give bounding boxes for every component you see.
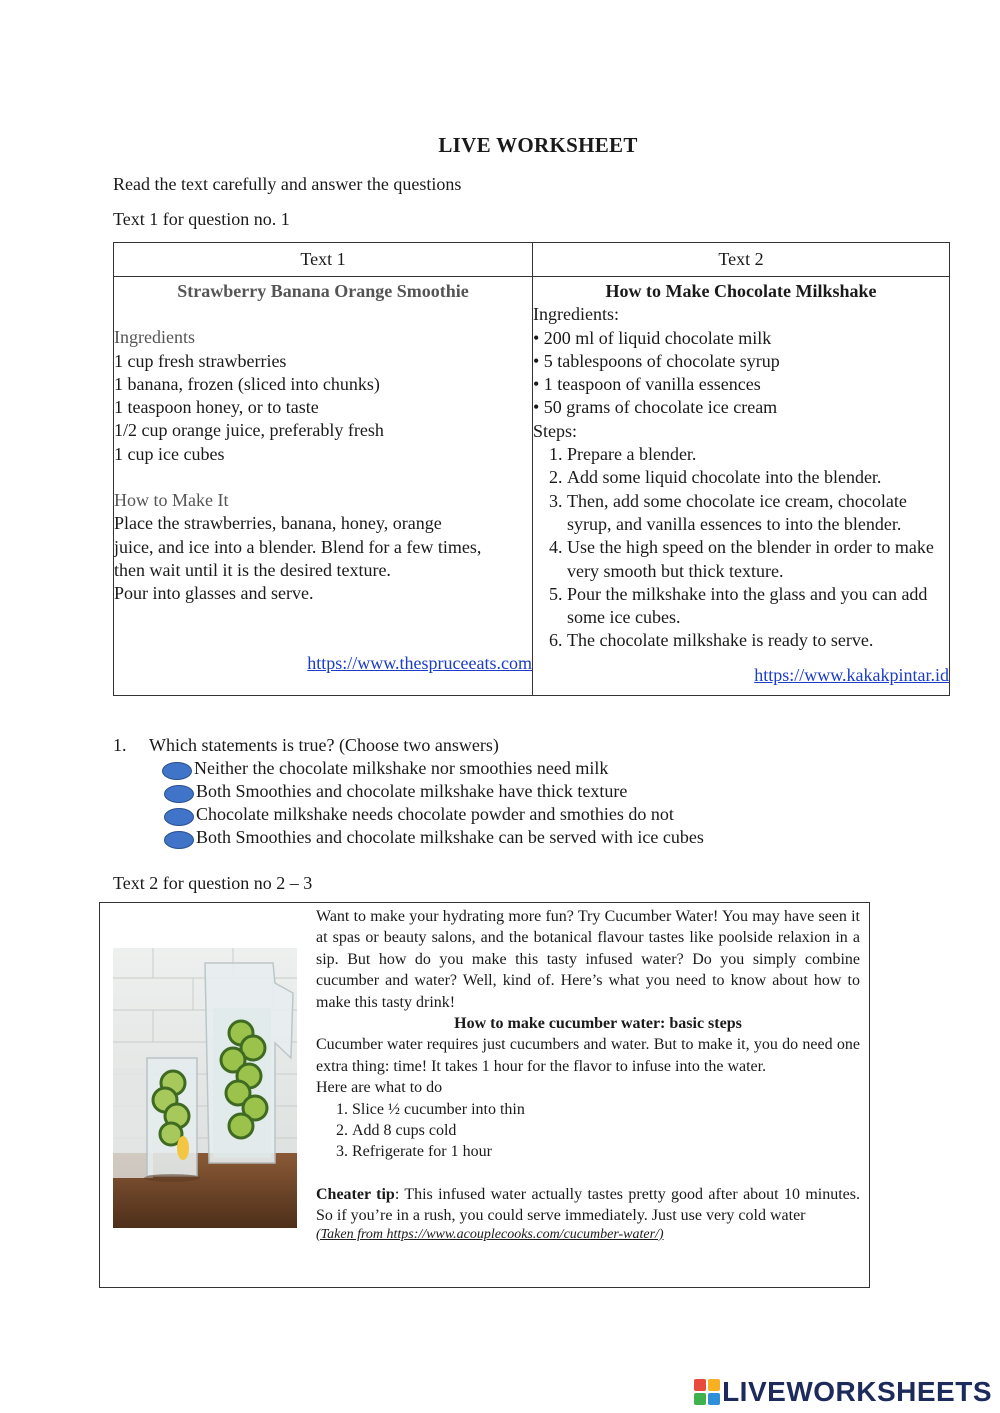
cucumber-steps-intro: Here are what to do (316, 1079, 443, 1097)
question1-number: 1. (113, 735, 127, 755)
instruction-text: Read the text carefully and answer the questions (113, 174, 462, 194)
text2-ingredients-heading: Ingredients: (533, 304, 619, 325)
text1-cell (114, 277, 533, 696)
cheater-tip (316, 1184, 860, 1227)
text1-how-line: then wait until it is the desired texture. (114, 559, 391, 580)
list-item: 1. Prepare a blender. (567, 443, 949, 466)
text2-title: How to Make Chocolate Milkshake (605, 281, 877, 301)
list-item: 1 banana, frozen (sliced into chunks) (114, 373, 380, 394)
option-radio-4[interactable] (164, 831, 194, 849)
cucumber-water-photo (113, 948, 297, 1228)
cheater-tip-text: : This infused water actually tastes pretty good after about 10 minutes. So if you’re in a rush, you could serve immediately. Just use very cold water (316, 1185, 860, 1225)
cucumber-subheading: How to make cucumber water: basic steps (454, 1015, 742, 1033)
list-item: 1. Slice ½ cucumber into thin (352, 1099, 860, 1120)
option-label-1: Neither the chocolate milkshake nor smoothies need milk (194, 758, 609, 778)
text2-cell (533, 277, 950, 696)
cucumber-text (316, 906, 860, 1243)
liveworksheets-logo (694, 1376, 992, 1408)
list-item: 3. Refrigerate for 1 hour (352, 1141, 860, 1162)
option-radio-2[interactable] (164, 785, 194, 803)
list-item: 3. Then, add some chocolate ice cream, chocolate syrup, and vanilla essences to into the blender. (567, 490, 949, 537)
list-item: 4. Use the high speed on the blender in order to make very smooth but thick texture. (567, 536, 949, 583)
text1-how-line: Pour into glasses and serve. (114, 583, 314, 604)
option-label-4: Both Smoothies and chocolate milkshake can be served with ice cubes (196, 827, 704, 847)
list-item: 1 cup ice cubes (114, 443, 225, 464)
list-item: 2. Add 8 cups cold (352, 1120, 860, 1141)
list-item: • 200 ml of liquid chocolate milk (533, 327, 772, 348)
cucumber-water-image (113, 948, 297, 1228)
cucumber-intro: Want to make your hydrating more fun? Try Cucumber Water! You may have seen it at spas or beauty salons, and the botanical flavour tastes like poolside relaxion in a sip. But how do you make this tasty infused water? Do you simply combine cucumber and water? Well, kind of. Here’s what you need to know about how to make this tasty drink! (316, 908, 860, 1011)
cucumber-paragraph: Cucumber water requires just cucumbers and water. But to make it, you do need one extra thing: time! It takes 1 hour for the flavor to infuse into the water. (316, 1036, 860, 1075)
option-label-3: Chocolate milkshake needs chocolate powder and smothies do not (196, 804, 674, 824)
col2-header: Text 2 (533, 243, 950, 277)
list-item: 1 teaspoon honey, or to taste (114, 397, 319, 418)
list-item: 1 cup fresh strawberries (114, 350, 287, 371)
option-label-2: Both Smoothies and chocolate milkshake have thick texture (196, 781, 628, 801)
liveworksheets-logo-icon (694, 1379, 720, 1405)
section2-label: Text 2 for question no 2 – 3 (113, 873, 313, 893)
option-radio-3[interactable] (164, 808, 194, 826)
cheater-tip-label: Cheater tip (316, 1185, 395, 1203)
text2-steps-heading: Steps: (533, 420, 578, 441)
citation: (Taken from https://www.acouplecooks.com/cucumber-water/) (316, 1226, 664, 1242)
list-item: • 1 teaspoon of vanilla essences (533, 374, 761, 395)
cucumber-steps-list (316, 1099, 860, 1163)
page-title: LIVE WORKSHEET (438, 133, 638, 157)
text1-title: Strawberry Banana Orange Smoothie (177, 281, 469, 301)
text1-how-line: juice, and ice into a blender. Blend for a few times, (114, 536, 482, 557)
col1-header: Text 1 (114, 243, 533, 277)
list-item: • 50 grams of chocolate ice cream (533, 397, 778, 418)
list-item: 5. Pour the milkshake into the glass and you can add some ice cubes. (567, 583, 949, 630)
option-radio-1[interactable] (162, 762, 192, 780)
text2-steps-list (533, 443, 949, 653)
list-item: 6. The chocolate milkshake is ready to serve. (567, 629, 949, 652)
text2-source-link[interactable]: https://www.kakakpintar.id (754, 664, 949, 685)
text1-how-line: Place the strawberries, banana, honey, orange (114, 513, 442, 534)
texts-table (113, 242, 950, 696)
logo-text: LIVEWORKSHEETS (722, 1376, 992, 1407)
section1-label: Text 1 for question no. 1 (113, 209, 290, 229)
list-item: 1/2 cup orange juice, preferably fresh (114, 420, 384, 441)
list-item: 2. Add some liquid chocolate into the blender. (567, 466, 949, 489)
question1-text: Which statements is true? (Choose two answers) (149, 735, 499, 755)
text1-ingredients-heading: Ingredients (114, 327, 195, 348)
list-item: • 5 tablespoons of chocolate syrup (533, 350, 780, 371)
text1-how-heading: How to Make It (114, 490, 229, 511)
text1-source-link[interactable]: https://www.thespruceeats.com (307, 652, 532, 673)
